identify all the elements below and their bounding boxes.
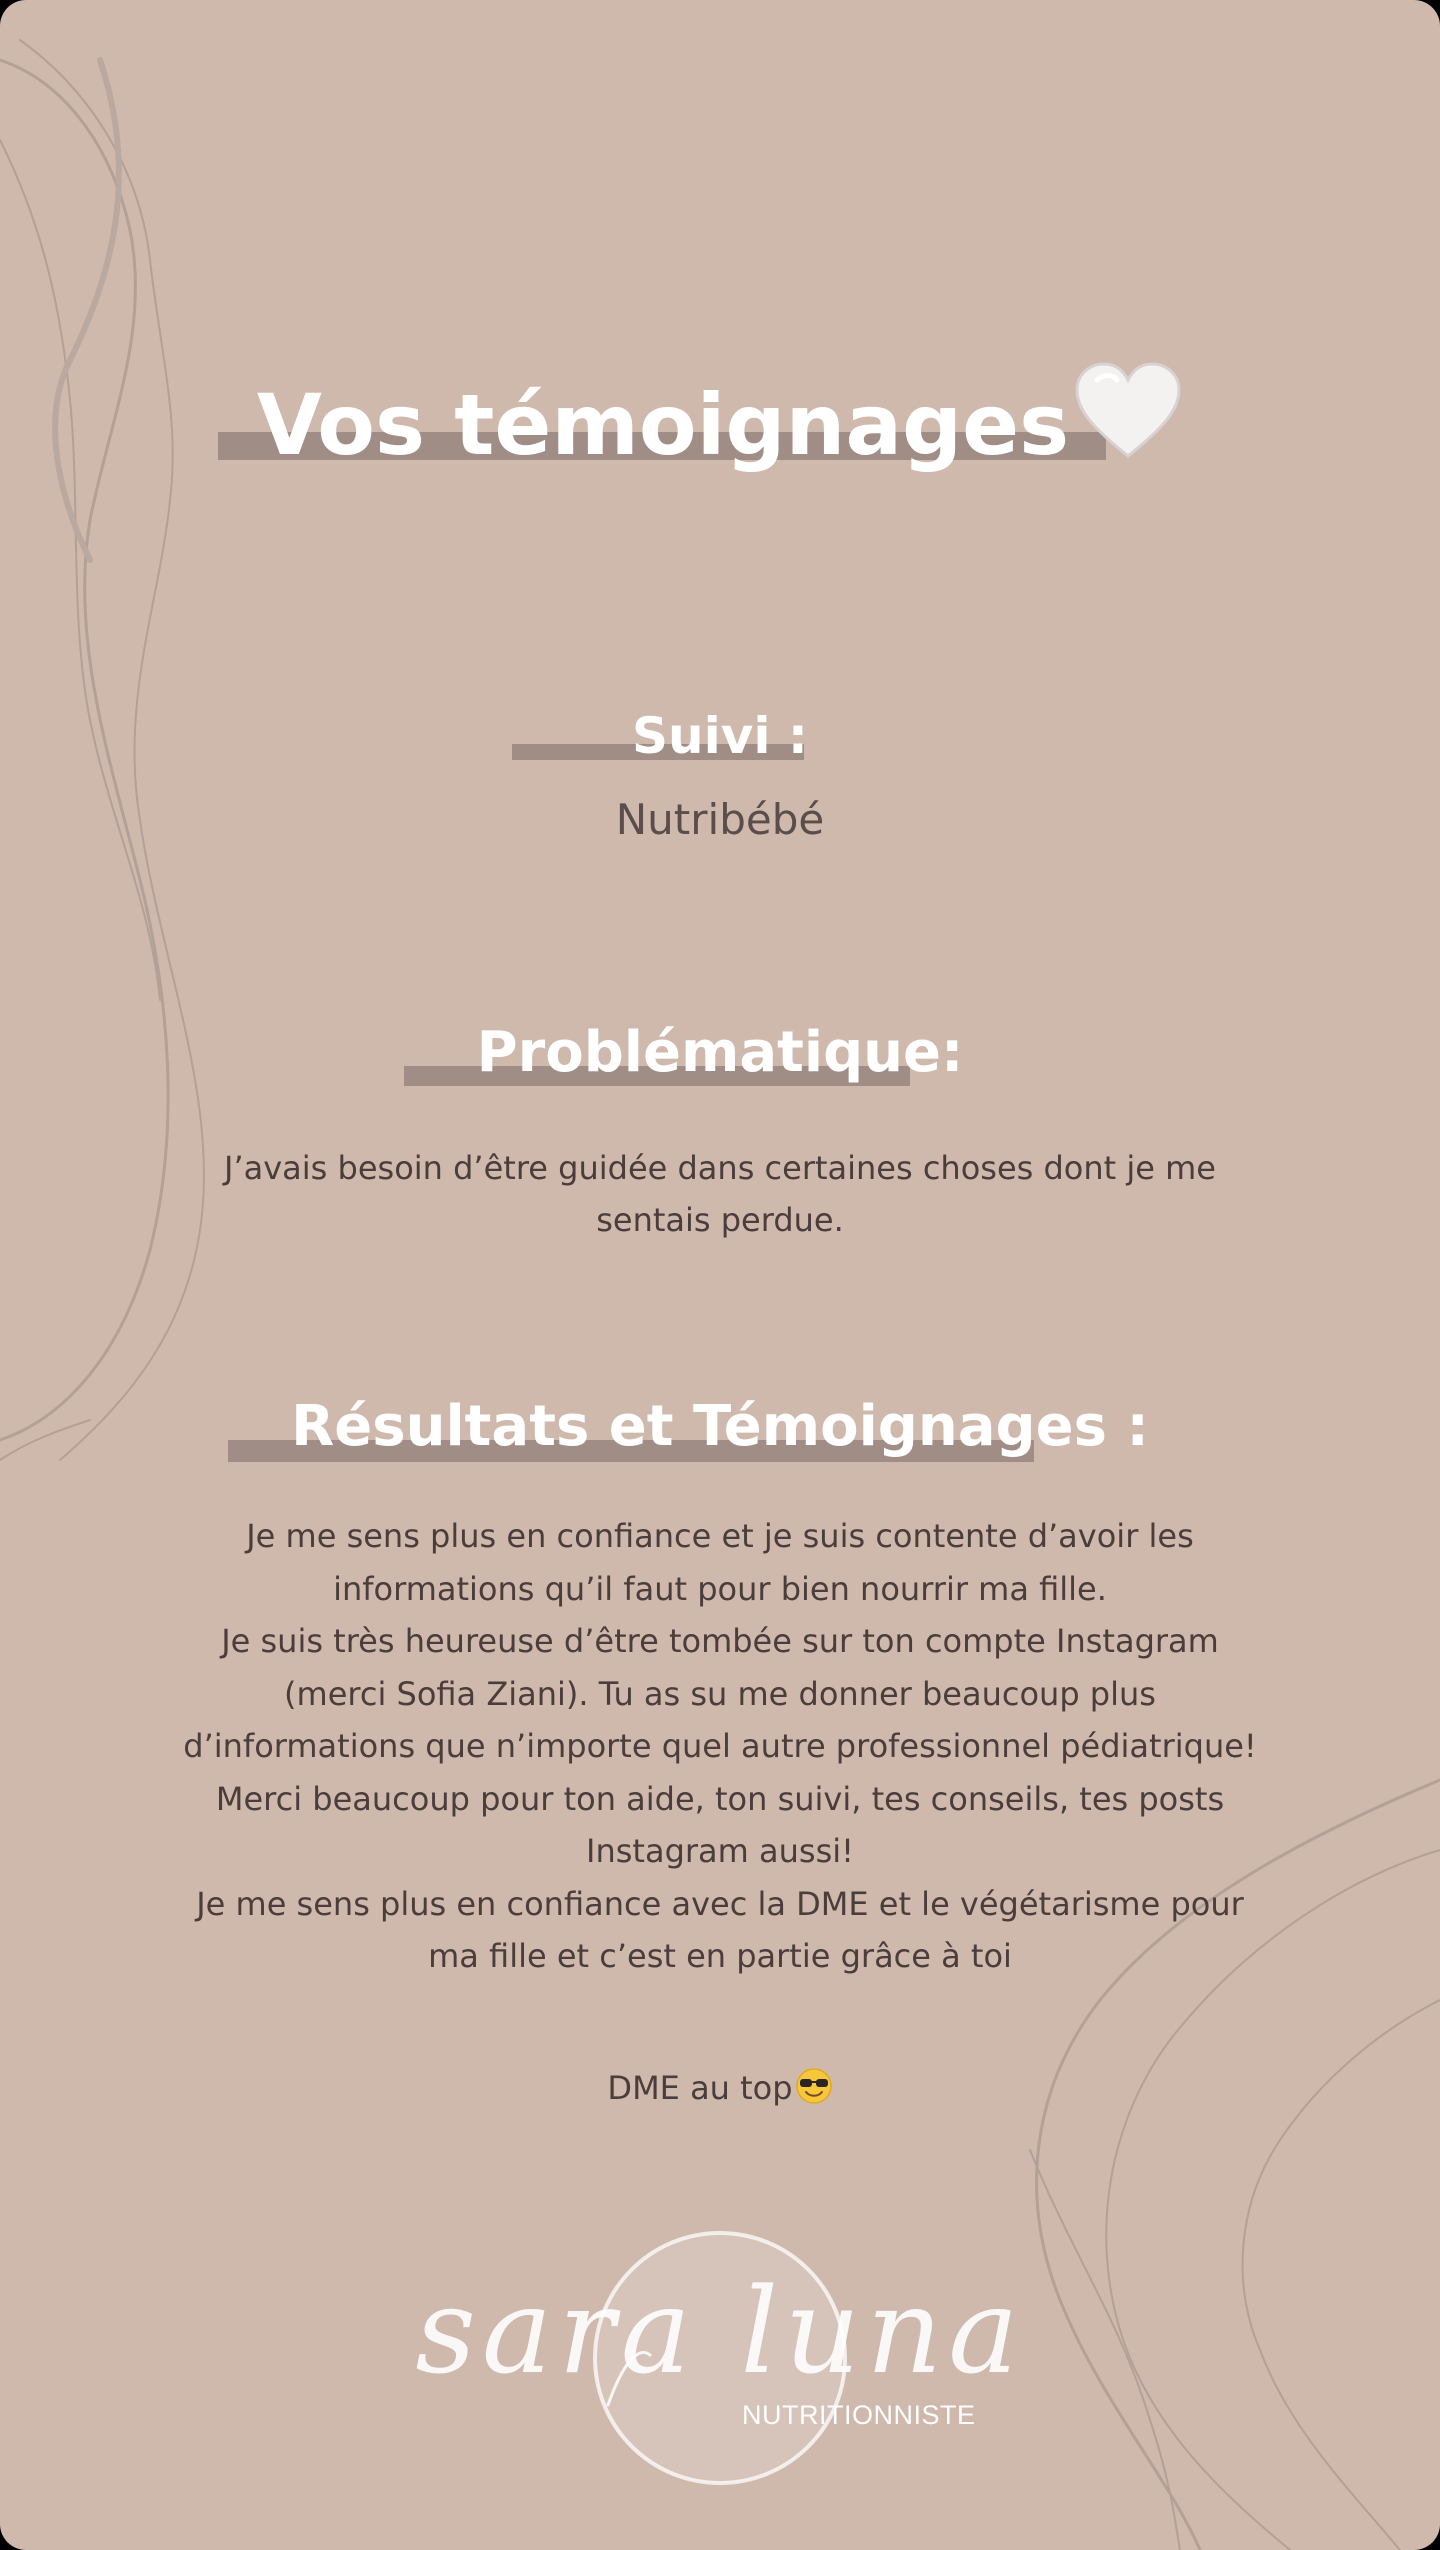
resultats-label: Résultats et Témoignages :: [291, 1394, 1149, 1459]
problematique-text: J’avais besoin d’être guidée dans certaines choses dont je me sentais perdue.: [224, 1149, 1216, 1239]
heart-icon: [1073, 362, 1183, 483]
suivi-value: Nutribébé: [615, 795, 825, 844]
page-title-text: Vos témoignages: [256, 376, 1070, 474]
sunglasses-face-icon: [795, 2015, 833, 2120]
suivi-label: Suivi :: [632, 707, 808, 765]
logo-subtitle: NUTRITIONNISTE: [742, 2400, 976, 2430]
resultats-last-line: [0, 1963, 1440, 2120]
page-title: [0, 362, 1440, 483]
problematique-label: Problématique:: [476, 1020, 964, 1085]
resultats-text: Je me sens plus en confiance et je suis contente d’avoir les informations qu’il faut pour bien nourrir ma fille. Je suis très heureuse d’être tombée sur ton compte Instagram (merci Sofia Ziani). Tu as su me donner beaucoup plus d’informations que n’importe quel autre professionnel pédiatrique! Merci beaucoup pour ton aide, ton suivi, tes conseils, tes posts Instagram aussi! Je me sens plus en confiance avec la DME et le végétarisme pour ma fille et c’est en partie grâce à toi: [183, 1517, 1257, 1975]
resultats-last-line-text: DME au top: [607, 2069, 793, 2107]
logo-script: sara luna: [415, 2262, 1025, 2400]
